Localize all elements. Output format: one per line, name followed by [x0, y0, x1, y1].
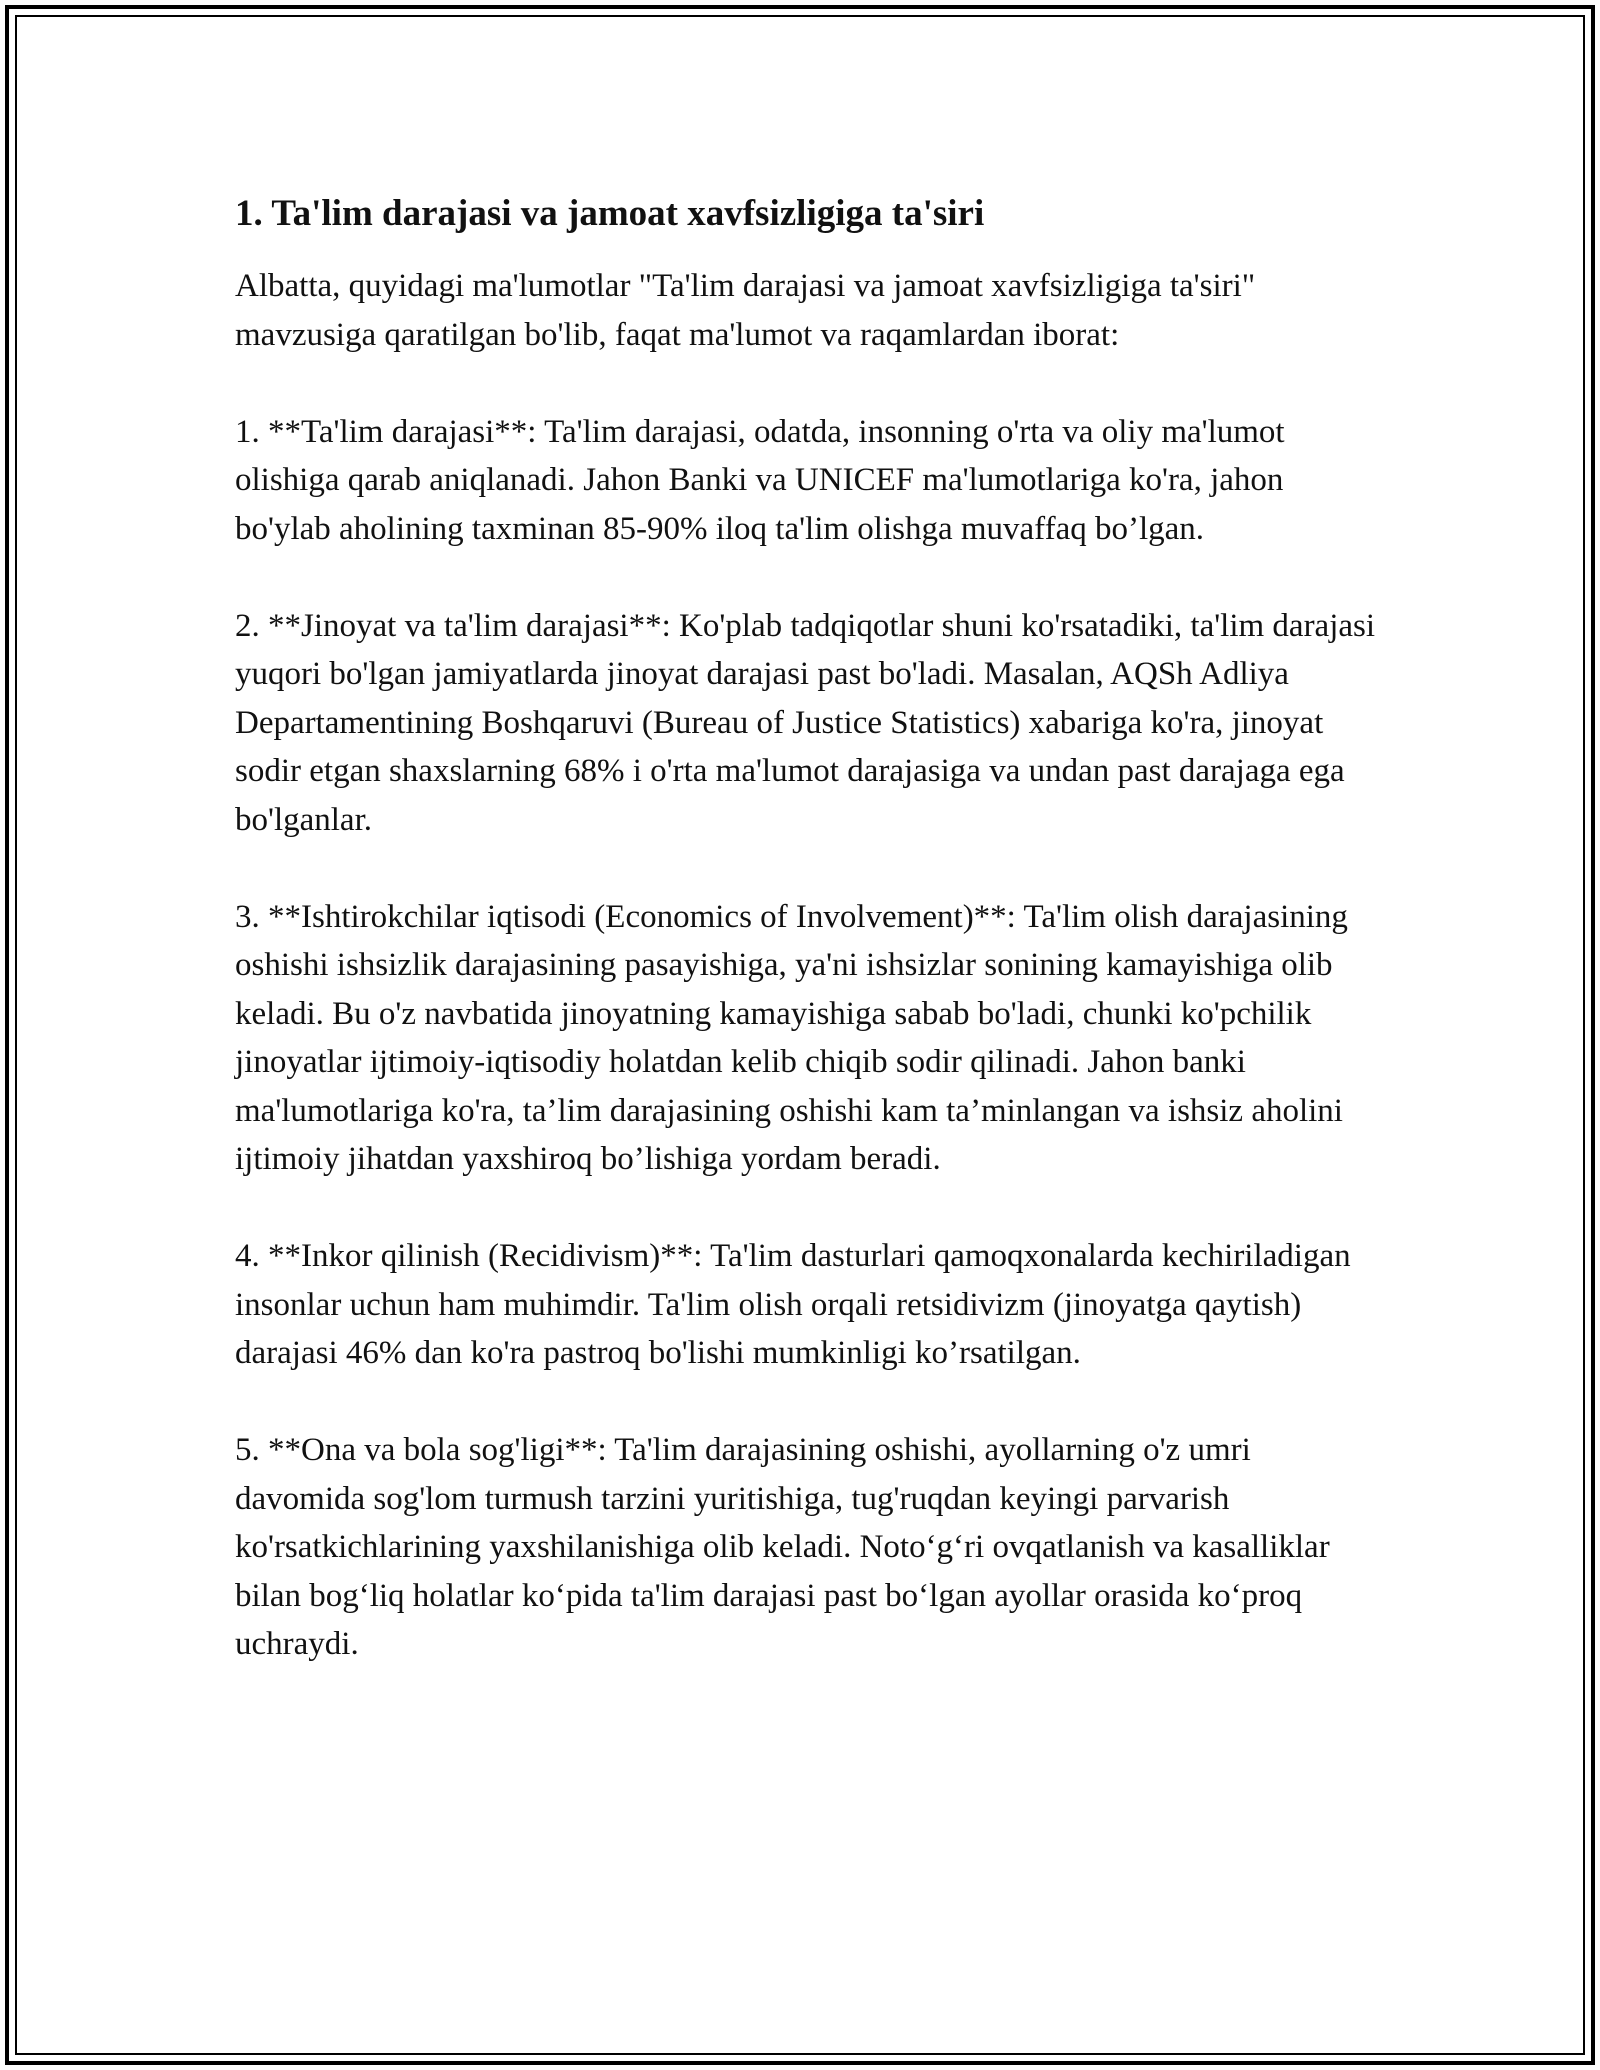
paragraph-recidivism: 4. **Inkor qilinish (Recidivism)**: Ta'lim dasturlari qamoqxonalarda kechiriladigan insonlar uchun ham muhimdir. Ta'lim olish orqali retsidivizm (jinoyatga qaytish) darajasi 46% dan ko'ra pastroq bo'lishi mumkinligi ko’rsatilgan.: [235, 1238, 1351, 1371]
document-body: [235, 188, 1385, 1669]
paragraph-crime-and-education: 2. **Jinoyat va ta'lim darajasi**: Ko'plab tadqiqotlar shuni ko'rsatadiki, ta'lim darajasi yuqori bo'lgan jamiyatlarda jinoyat darajasi past bo'ladi. Masalan, AQSh Adliya Departamentining Boshqaruvi (Bureau of Justice Statistics) xabariga ko'ra, jinoyat sodir etgan shaxslarning 68% i o'rta ma'lumot darajasiga va undan past darajaga ega bo'lganlar.: [235, 607, 1376, 838]
document-title: 1. Ta'lim darajasi va jamoat xavfsizligiga ta'siri: [235, 193, 985, 234]
paragraph-maternal-child-health: 5. **Ona va bola sog'ligi**: Ta'lim darajasining oshishi, ayollarning o'z umri davomida sog'lom turmush tarzini yuritishiga, tug'ruqdan keyingi parvarish ko'rsatkichlarining yaxshilanishiga olib keladi. Noto‘g‘ri ovqatlanish va kasalliklar bilan bog‘liq holatlar ko‘pida ta'lim darajasi past bo‘lgan ayollar orasida ko‘proq uchraydi.: [235, 1432, 1330, 1662]
paragraph-economics-of-involvement: 3. **Ishtirokchilar iqtisodi (Economics of Involvement)**: Ta'lim olish darajasining oshishi ishsizlik darajasining pasayishiga, ya'ni ishsizlar sonining kamayishiga olib keladi. Bu o'z navbatida jinoyatning kamayishiga sabab bo'ladi, chunki ko'pchilik jinoyatlar ijtimoiy-iqtisodiy holatdan kelib chiqib sodir qilinadi. Jahon banki ma'lumotlariga ko'ra, ta’lim darajasining oshishi kam ta’minlangan va ishsiz aholini ijtimoiy jihatdan yaxshiroq bo’lishiga yordam beradi.: [235, 898, 1348, 1177]
paragraph-education-level: 1. **Ta'lim darajasi**: Ta'lim darajasi, odatda, insonning o'rta va oliy ma'lumot olishiga qarab aniqlanadi. Jahon Banki va UNICEF ma'lumotlariga ko'ra, jahon bo'ylab aholining taxminan 85-90% iloq ta'lim olishga muvaffaq bo’lgan.: [235, 413, 1285, 547]
intro-paragraph: Albatta, quyidagi ma'lumotlar "Ta'lim darajasi va jamoat xavfsizligiga ta'siri" mavzusiga qaratilgan bo'lib, faqat ma'lumot va raqamlardan iborat:: [235, 268, 1256, 353]
